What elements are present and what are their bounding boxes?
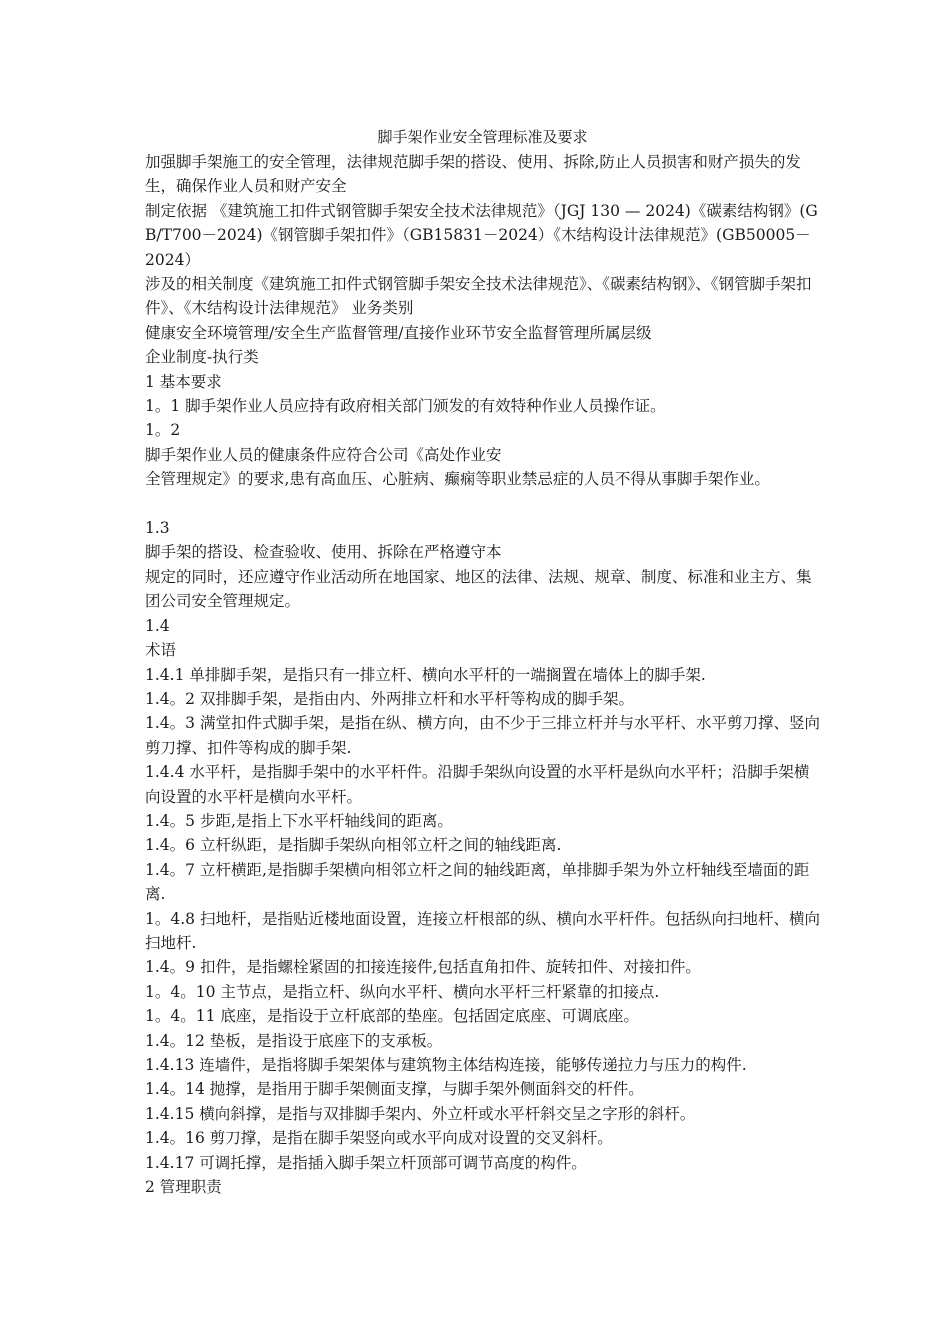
- paragraph-purpose: 加强脚手架施工的安全管理，法律规范脚手架的搭设、使用、拆除,防止人员损害和财产损失的发生，确保作业人员和财产安全: [145, 153, 801, 196]
- term-1-4-3: 1.4。3 满堂扣件式脚手架，是指在纵、横方向，由不少于三排立杆并与水平杆、水平剪刀撑、竖向剪刀撑、扣件等构成的脚手架.: [145, 714, 820, 757]
- term-1-4-12: 1.4。12 垫板，是指设于底座下的支承板。: [145, 1031, 443, 1050]
- term-1-4-9: 1.4。9 扣件，是指螺栓紧固的扣接连接件,包括直角扣件、旋转扣件、对接扣件。: [145, 958, 701, 977]
- term-1-4-17: 1.4.17 可调托撑，是指插入脚手架立杆顶部可调节高度的构件。: [145, 1153, 587, 1172]
- term-1-4-4: 1.4.4 水平杆，是指脚手架中的水平杆件。沿脚手架纵向设置的水平杆是纵向水平杆；沿脚手架横向设置的水平杆是横向水平杆。: [145, 763, 810, 806]
- term-1-4-8: 1。4.8 扫地杆，是指贴近楼地面设置，连接立杆根部的纵、横向水平杆件。包括纵向扫地杆、横向扫地杆.: [145, 909, 820, 952]
- clause-1-3-text-a: 脚手架的搭设、检查验收、使用、拆除在严格遵守本: [145, 543, 502, 562]
- term-1-4-16: 1.4。16 剪刀撑，是指在脚手架竖向或水平向成对设置的交叉斜杆。: [145, 1129, 613, 1148]
- term-1-4-1: 1.4.1 单排脚手架，是指只有一排立杆、横向水平杆的一端搁置在墙体上的脚手架.: [145, 665, 706, 684]
- clause-1-2-number: 1。2: [145, 421, 181, 440]
- term-1-4-15: 1.4.15 横向斜撑，是指与双排脚手架内、外立杆或水平杆斜交呈之字形的斜杆。: [145, 1104, 696, 1123]
- clause-1-4-heading: 术语: [145, 641, 177, 660]
- clause-1-2-text-b: 全管理规定》的要求,患有高血压、心脏病、癫痫等职业禁忌症的人员不得从事脚手架作业。: [145, 470, 770, 489]
- term-1-4-13: 1.4.13 连墙件，是指将脚手架架体与建筑物主体结构连接，能够传递拉力与压力的构件.: [145, 1056, 747, 1075]
- section-heading-basic-requirements: 1 基本要求: [145, 372, 222, 391]
- term-1-4-14: 1.4。14 抛撑，是指用于脚手架侧面支撑，与脚手架外侧面斜交的杆件。: [145, 1080, 644, 1099]
- term-1-4-10: 1。4。10 主节点，是指立杆、纵向水平杆、横向水平杆三杆紧靠的扣接点.: [145, 982, 660, 1001]
- clause-1-3-text-b: 规定的同时，还应遵守作业活动所在地国家、地区的法律、法规、规章、制度、标准和业主方、集团公司安全管理规定。: [145, 567, 812, 611]
- term-1-4-6: 1.4。6 立杆纵距，是指脚手架纵向相邻立杆之间的轴线距离.: [145, 836, 562, 855]
- section-heading-management-duties: 2 管理职责: [145, 1178, 222, 1197]
- document-title: 脚手架作业安全管理标准及要求: [377, 128, 588, 146]
- clause-1-3-number: 1.3: [145, 519, 170, 538]
- term-1-4-7: 1.4。7 立杆横距,是指脚手架横向相邻立杆之间的轴线距离，单排脚手架为外立杆轴线至墙面的距离.: [145, 860, 810, 904]
- paragraph-related-rules: 涉及的相关制度《建筑施工扣件式钢管脚手架安全技术法律规范》、《碳素结构钢》、《钢管脚手架扣件》、《木结构设计法律规范》 业务类别: [145, 275, 812, 318]
- term-1-4-5: 1.4。5 步距,是指上下水平杆轴线间的距离。: [145, 811, 453, 830]
- clause-1-4-number: 1.4: [145, 616, 170, 635]
- paragraph-business-category: 健康安全环境管理/安全生产监督管理/直接作业环节安全监督管理所属层级: [145, 323, 652, 342]
- clause-1-2-text-a: 脚手架作业人员的健康条件应符合公司《高处作业安: [145, 445, 502, 464]
- paragraph-level: 企业制度-执行类: [145, 348, 259, 367]
- paragraph-basis: 制定依据 《建筑施工扣件式钢管脚手架安全技术法律规范》（JGJ 130 — 2024)《碳素结构钢》(GB/T700－2024)《钢管脚手架扣件》（GB15831－2024）《木结构设计法律规范》(GB50005－2024）: [145, 201, 818, 269]
- document-body: [145, 150, 820, 1199]
- blank-line: [145, 492, 820, 516]
- term-1-4-11: 1。4。11 底座，是指设于立杆底部的垫座。包括固定底座、可调底座。: [145, 1007, 639, 1026]
- clause-1-1: 1。1 脚手架作业人员应持有政府相关部门颁发的有效特种作业人员操作证。: [145, 397, 666, 416]
- term-1-4-2: 1.4。2 双排脚手架，是指由内、外两排立杆和水平杆等构成的脚手架。: [145, 689, 634, 708]
